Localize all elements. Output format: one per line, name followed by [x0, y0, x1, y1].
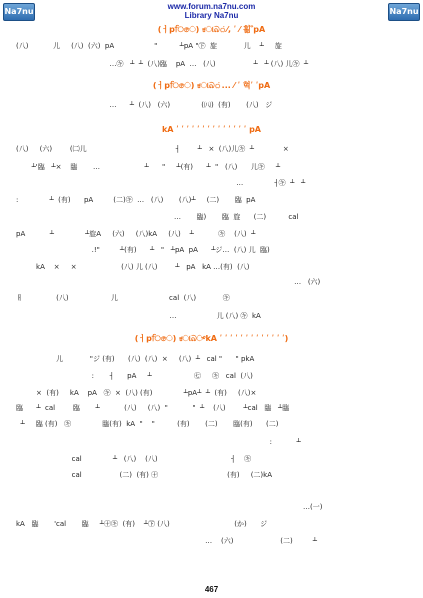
text-line: cal (二) (有) ㊉ (有) (二)kA — [16, 471, 273, 479]
text-line: … 儿 (八) ㋖ kA — [16, 312, 261, 320]
text-line: ┴'臨 ┴× 臨 … ┴ " ┴(有) ┴ " (八) 儿㋖ ┴ — [16, 163, 281, 171]
text-line: : ┤ pA ┴ ㊆ ㋖ cal (八) — [16, 372, 253, 380]
text-line: 儿 "ジ (有) (八) (八) × (八) ┴ cal " " pkA — [16, 355, 255, 363]
text-line: 臨 ┴ cal 臨 ┴ (八) (八) " " ┴ (八) ┴cal 臨 ┴臨 — [16, 404, 290, 412]
text-line: kA 臨 'cal 臨 ┴㊉㋖ (有) ┴㊦ (八) (か) ジ — [16, 520, 268, 528]
text-line: × (有) kA pA ㋖ × (八) (有) ┴pA┴ ┴ (有) (八)× — [16, 389, 257, 397]
page-number: 467 — [204, 585, 219, 594]
section-heading-4: (ㅓpਿෙ) ಕାබ್kA ʹ ʹ ʹ ʹ ʹ ʹ ʹ ʹ ʹ ʹ ʹ ʹ ʹ) — [134, 334, 289, 343]
text-line: : ┴ (有) pA (二)㋖ … (八) (八)┴ (二) 臨 pA — [16, 196, 256, 204]
site-logo-left: Na7nu — [3, 3, 35, 21]
text-line: (八) (六) (㈡儿 ┤ ┴ × (八)儿㋖ ┴ × — [16, 145, 289, 153]
text-line: .!" ┴(有) ┴ " ┴pA pA ┴ジ… (八) 儿 臨) — [16, 246, 270, 254]
text-line: : ┴ — [16, 438, 301, 446]
text-line: … ┤㋖ ┴ ┴ — [16, 179, 306, 187]
text-line: …㋖ ┴ ┴ (八)臨 pA … (八) ┴ ┴ (八) 儿㋖ ┴ — [16, 60, 309, 68]
text-line: (八) 儿 (八) (六) pA " ┴pA "㊦ 㫌 儿 ┴ 㫌 — [16, 42, 282, 50]
library-name: Library Na7nu — [184, 11, 239, 20]
section-heading-2: (ㅓpਿෙ) ಕାබ்... ⁄ ʹ 혁ʹ ʹpA — [152, 81, 271, 90]
section-heading-3: kA ʹ ʹ ʹ ʹ ʹ ʹ ʹ ʹ ʹ ʹ ʹ ʹ ʹ ʹ pA — [161, 125, 261, 134]
text-line: … ┴ (八) (六) (㈧) (有) (八) ジ — [16, 101, 273, 109]
text-line: …(一) — [16, 503, 323, 511]
text-line: kA × × (八) 儿 (八) ┴ pA kA …(有) (八) — [16, 263, 250, 271]
text-line: … (六) (二) ┴ — [16, 537, 317, 545]
text-line: … (六) — [16, 278, 321, 286]
text-line: cal ┴ (八) (八) ┤ ㋖ — [16, 455, 252, 463]
text-line: ㅐ (八) 儿 cal (八) ㋖ — [16, 294, 230, 302]
text-line: ┴ 臨 (有) ㋖ 臨(有) kA " " (有) (二) 臨(有) (二) — [16, 420, 279, 428]
site-url[interactable]: www.forum.na7nu.com — [167, 2, 256, 11]
site-logo-right: Na7nu — [388, 3, 420, 21]
text-line: … 臨) 臨 㫌 (二) cal — [16, 213, 299, 221]
text-line: pA ┴ ┴㫌A (六) (八)kA (八) ┴ ㋖ (八) ┴ — [16, 230, 256, 238]
section-heading-1: (ㅓpਿෙ) ಕାබ்⁄, ʹ ⁄ 횖ʹ҄pA — [157, 25, 266, 34]
